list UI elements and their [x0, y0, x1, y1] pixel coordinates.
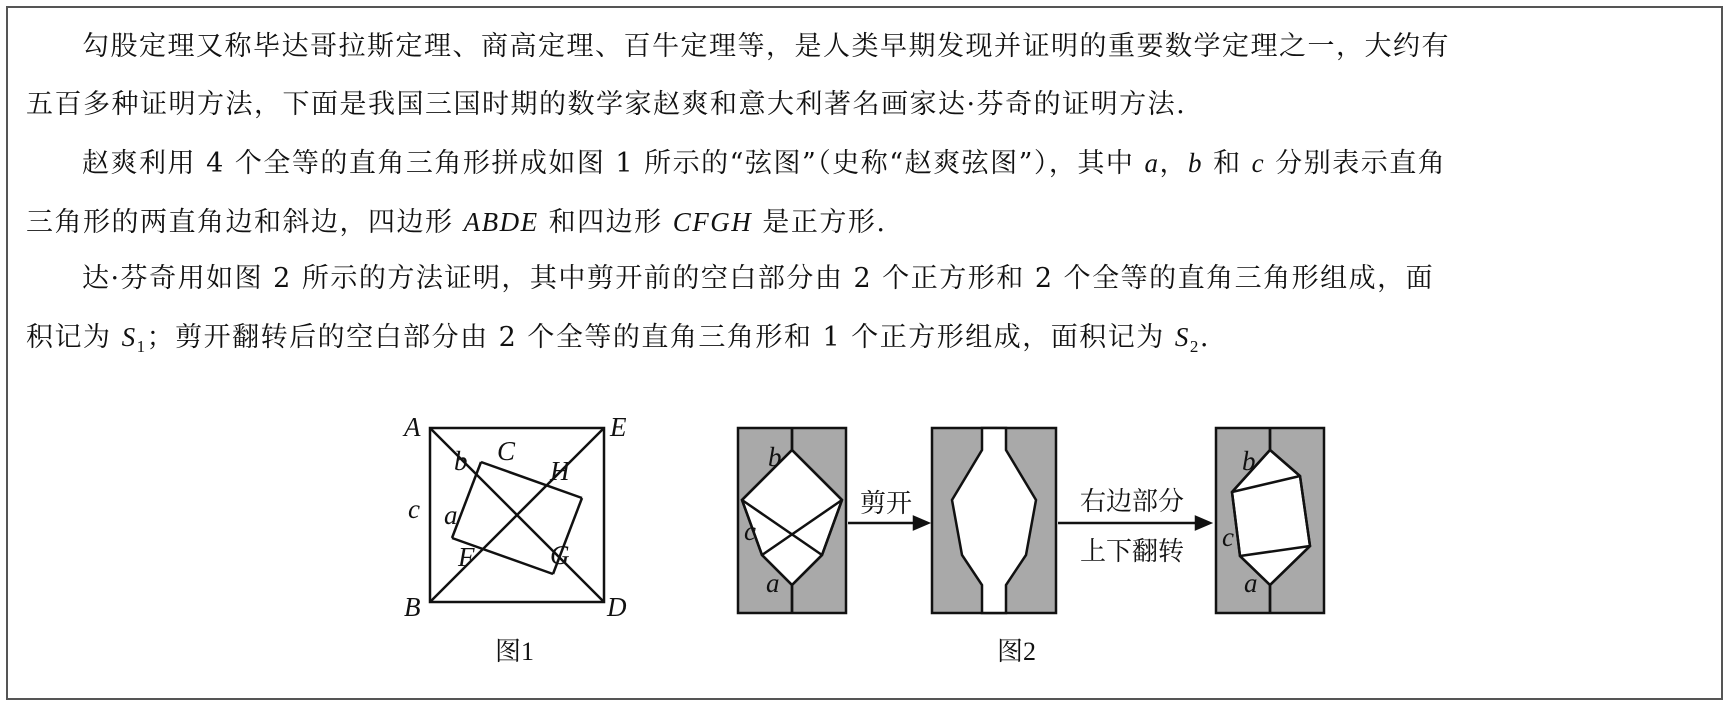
- text-segment: 积记为: [26, 322, 122, 353]
- arrow-2-label-line-1: 右边部分: [1080, 487, 1185, 517]
- label-E: E: [610, 412, 627, 442]
- label-H: H: [550, 456, 570, 486]
- label-G: G: [550, 540, 570, 570]
- figure-1-caption: 图1: [495, 637, 535, 666]
- text-segment: 是正方形.: [752, 207, 887, 238]
- quad-CFGH: CFGH: [672, 207, 753, 237]
- text-segment: 分别表示直角: [1265, 148, 1447, 179]
- arrow-1-head: [914, 517, 928, 529]
- arrow-2-label-line-2: 上下翻转: [1080, 537, 1185, 567]
- fig2-label-c-3: c: [1222, 522, 1234, 552]
- fig2-label-c-1: c: [744, 516, 756, 546]
- text-segment: 达·芬奇用如图 2 所示的方法证明，其中剪开前的空白部分由 2 个正方形和 2 个全等的直角三角形组成，面: [82, 263, 1435, 294]
- var-a: a: [1144, 148, 1160, 178]
- text-segment: ；剪开翻转后的空白部分由 2 个全等的直角三角形和 1 个正方形组成，面积记为: [146, 322, 1175, 353]
- text-segment: 赵爽利用 4 个全等的直角三角形拼成如图 1 所示的“弦图”（史称“赵爽弦图”），其中: [82, 148, 1145, 179]
- label-B: B: [404, 592, 421, 622]
- label-F: F: [458, 542, 475, 572]
- label-D: D: [607, 592, 627, 622]
- text-segment: 和四边形: [538, 207, 673, 238]
- text-segment: 和: [1202, 148, 1252, 179]
- arrow-2-head: [1196, 517, 1210, 529]
- intro-line-2: 五百多种证明方法，下面是我国三国时期的数学家赵爽和意大利著名画家达·芬奇的证明方法.: [26, 89, 1187, 120]
- fig2-label-a-3: a: [1244, 568, 1258, 598]
- fig2-label-b-1: b: [768, 442, 782, 472]
- var-c: c: [1251, 148, 1266, 178]
- arrow-1-label: 剪开: [860, 489, 913, 519]
- label-C: C: [497, 436, 516, 466]
- fig2-label-a-1: a: [766, 568, 780, 598]
- intro-line-1: 勾股定理又称毕达哥拉斯定理、商高定理、百牛定理等，是人类早期发现并证明的重要数学定理之一，大约有: [82, 31, 1450, 62]
- fig2-label-b-3: b: [1242, 446, 1256, 476]
- var-b: b: [1187, 148, 1203, 178]
- text-segment: 三角形的两直角边和斜边，四边形: [26, 207, 464, 238]
- area-symbol: S: [121, 322, 137, 352]
- area-symbol: S: [1174, 322, 1190, 352]
- subscript: 1: [136, 337, 147, 356]
- label-A: A: [404, 412, 421, 442]
- figure-2-caption: 图2: [997, 637, 1037, 666]
- text-segment: ，: [1159, 148, 1188, 179]
- label-c: c: [408, 494, 420, 524]
- text-segment: .: [1199, 322, 1210, 353]
- label-a: a: [444, 500, 458, 530]
- label-b: b: [454, 446, 468, 476]
- subscript: 2: [1189, 337, 1200, 356]
- quad-ABDE: ABDE: [463, 207, 539, 237]
